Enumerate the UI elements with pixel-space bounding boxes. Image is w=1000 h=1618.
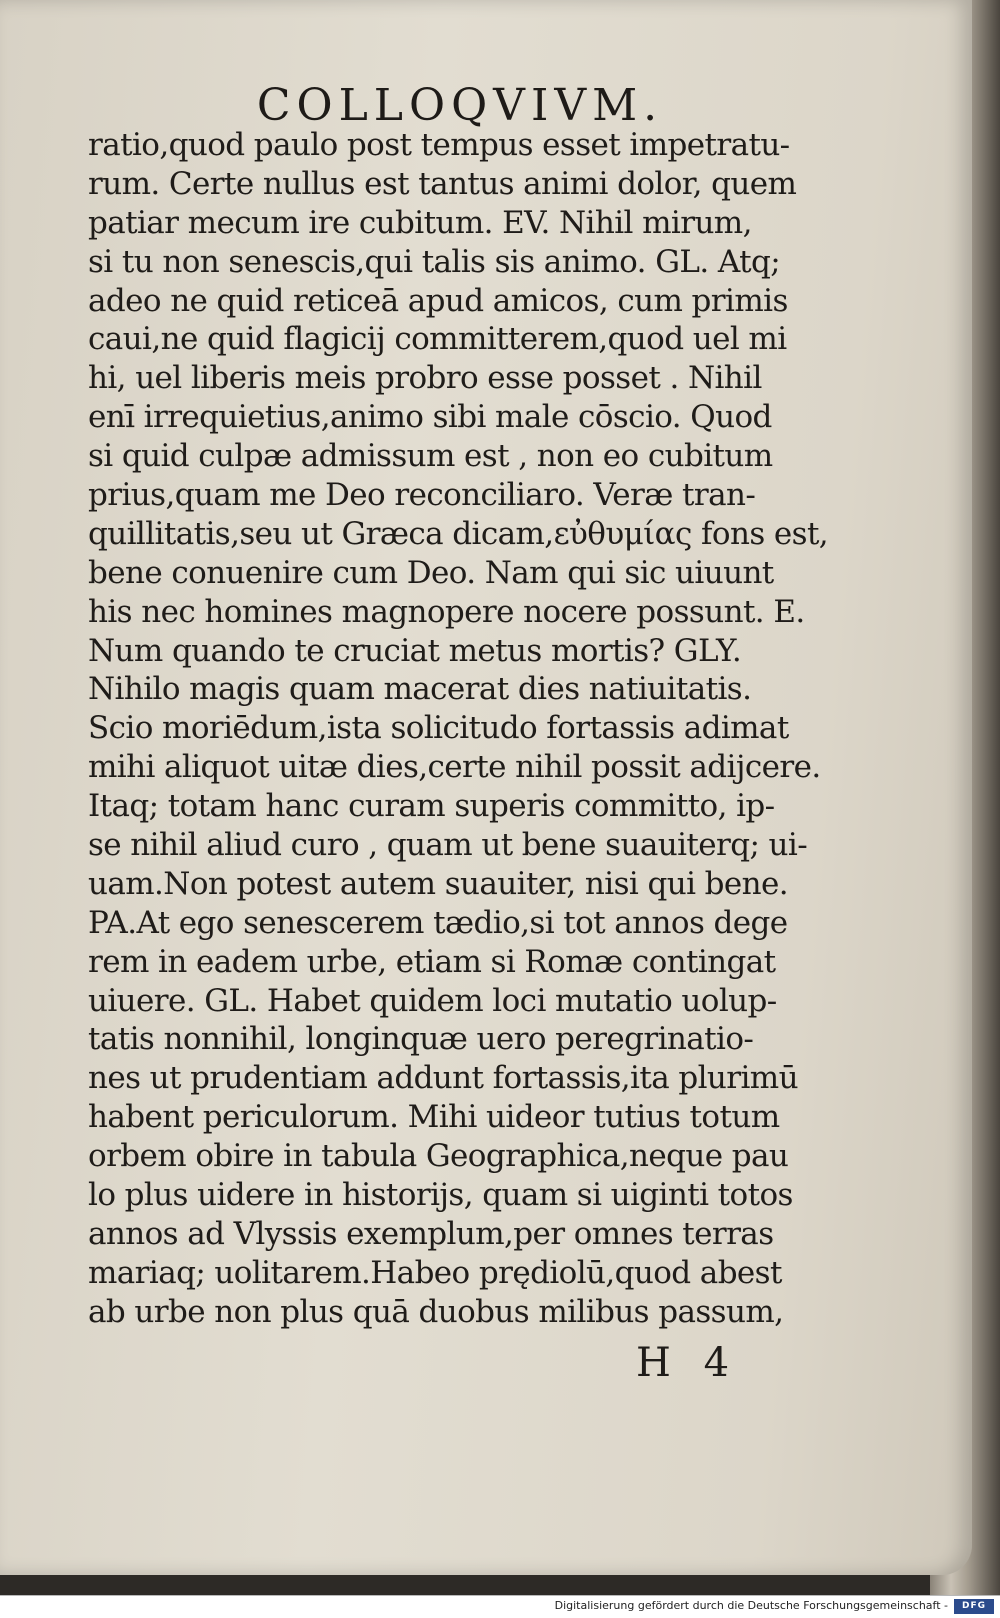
text-line: uiuere. GL. Habet quidem loci mutatio uolup‐ (88, 982, 777, 1019)
text-line: annos ad Vlyssis exemplum,per omnes terras (88, 1215, 774, 1252)
text-line: se nihil aliud curo , quam ut bene suauiterq; ui‐ (88, 827, 808, 864)
text-line: uam.Non potest autem suauiter, nisi qui bene. (88, 865, 788, 902)
text-line: prius,quam me Deo reconciliaro. Veræ tran‐ (88, 477, 756, 514)
text-line: rem in eadem urbe, etiam si Romæ contingat (88, 943, 776, 980)
digitization-footer (0, 1595, 1000, 1618)
text-line: tatis nonnihil, longinquæ uero peregrinatio‐ (88, 1021, 754, 1058)
text-line: ratio,quod paulo post tempus esset impetratu‐ (88, 127, 790, 163)
text-line: PA.At ego senescerem tædio,si tot annos dege (88, 904, 788, 941)
text-line: ab urbe non plus quā duobus milibus passum, (88, 1293, 784, 1330)
text-line: enī irrequietius,animo sibi male cōscio. Quod (88, 399, 772, 436)
text-line: adeo ne quid reticeā apud amicos, cum primis (88, 282, 788, 319)
text-line: patiar mecum ire cubitum. EV. Nihil mirum, (88, 204, 752, 241)
text-line: bene conuenire cum Deo. Nam qui sic uiuunt (88, 554, 774, 591)
dfg-logo: DFG (954, 1599, 994, 1614)
text-line: hi, uel liberis meis probro esse posset . Nihil (88, 360, 762, 397)
text-line: Scio moriēdum,ista solicitudo fortassis adimat (88, 710, 789, 747)
text-line: mariaq; uolitarem.Habeo prędiolū,quod abest (88, 1254, 782, 1291)
text-line: Itaq; totam hanc curam superis committo, ip‐ (88, 788, 775, 825)
body-text (88, 126, 828, 1332)
text-line: rum. Certe nullus est tantus animi dolor, quem (88, 165, 797, 202)
text-line: his nec homines magnopere nocere possunt. E. (88, 593, 805, 630)
text-line: Nihilo magis quam macerat dies natiuitatis. (88, 671, 752, 708)
running-header: COLLOQVIVM. (256, 80, 664, 131)
text-line: caui,ne quid flagicij committerem,quod uel mi (88, 321, 787, 358)
text-line: nes ut prudentiam addunt fortassis,ita plurimū (88, 1060, 798, 1097)
text-line: Num quando te cruciat metus mortis? GLY. (88, 632, 742, 669)
text-line: quillitatis,seu ut Græca dicam,εὐθυμίας fons est, (88, 515, 829, 552)
text-line: mihi aliquot uitæ dies,certe nihil possit adijcere. (88, 749, 821, 786)
footer-credit: Digitalisierung gefördert durch die Deutsche Forschungsgemeinschaft - (554, 1599, 948, 1612)
signature-mark: H 4 (636, 1340, 740, 1386)
text-line: si tu non senescis,qui talis sis animo. GL. Atq; (88, 243, 781, 280)
text-line: lo plus uidere in historijs, quam si uiginti totos (88, 1177, 793, 1214)
text-line: habent periculorum. Mihi uideor tutius totum (88, 1099, 780, 1136)
text-line: orbem obire in tabula Geographica,neque pau (88, 1138, 789, 1175)
text-line: si quid culpæ admissum est , non eo cubitum (88, 438, 773, 475)
